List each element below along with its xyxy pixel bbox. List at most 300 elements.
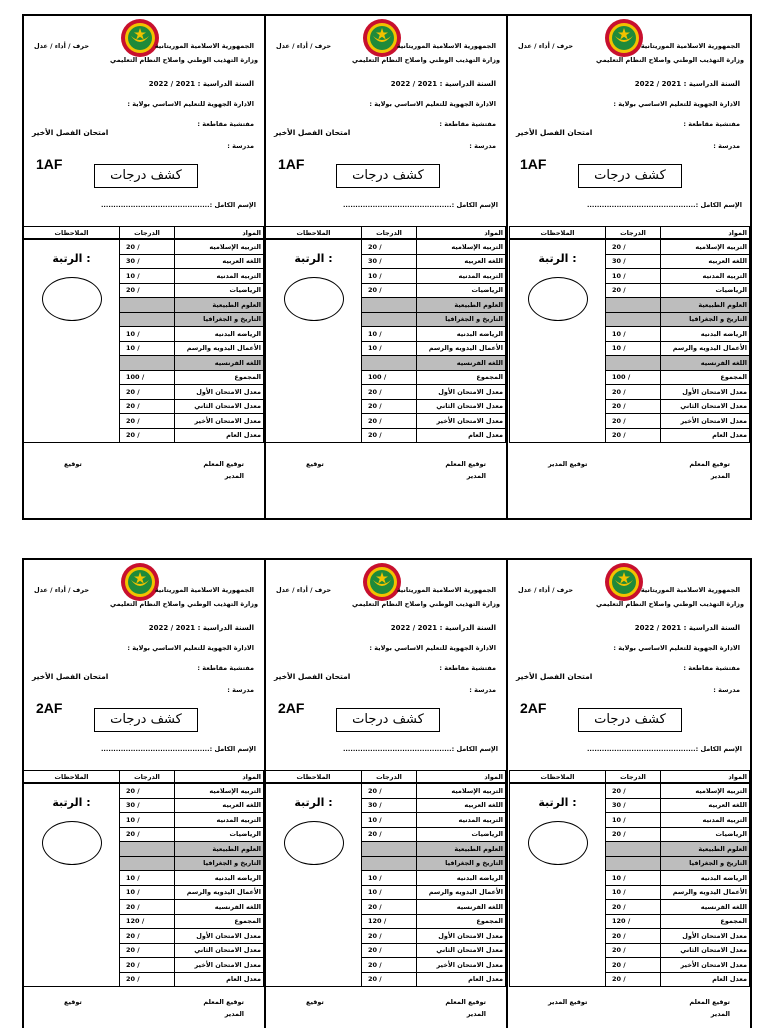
subject-name: معدل الامتحان الثاني	[175, 399, 264, 414]
subject-name: معدل الامتحان الأول	[175, 929, 264, 944]
grades-header-row	[266, 227, 506, 240]
letters-label: حرف / أداء / عدل	[34, 586, 90, 594]
subject-name: معدل العام	[661, 428, 750, 443]
director-label: المدير	[224, 472, 244, 480]
subject-max-score: 20 /	[606, 239, 661, 254]
subject-max-score: 20 /	[120, 827, 175, 842]
subject-name: المجموع	[175, 370, 264, 385]
subject-name: معدل العام	[175, 428, 264, 443]
subject-max-score: 20 /	[120, 399, 175, 414]
rank-label: : الرتبة	[294, 796, 333, 809]
notes-cell	[266, 239, 362, 443]
subject-name: الرياضه البدنيه	[175, 871, 264, 886]
subject-name: التاريخ و الجغرافيا	[175, 312, 264, 327]
subject-name: الأعمال اليدويه والرسم	[417, 885, 506, 900]
subject-name: الرياضيات	[417, 283, 506, 298]
subject-max-score: 20 /	[120, 428, 175, 443]
subject-name: معدل الامتحان الثاني	[417, 399, 506, 414]
subject-max-score: 20 /	[120, 239, 175, 254]
school-label: مدرسة :	[227, 686, 254, 694]
ministry-label: وزارة التهذيب الوطني واصلاح النظام التعليمي	[596, 56, 744, 64]
subject-name: اللغه الفرنسيه	[661, 356, 750, 371]
subject-max-score: 20 /	[120, 958, 175, 973]
subject-max-score: 20 /	[606, 428, 661, 443]
director-label: المدير	[466, 472, 486, 480]
subject-max-score: 10 /	[120, 871, 175, 886]
subject-max-score: 20 /	[362, 428, 417, 443]
exam-title: امتحان الفصل الأخير	[516, 672, 593, 681]
subject-max-score: 20 /	[606, 929, 661, 944]
subject-name: اللغه العربيه	[661, 798, 750, 813]
subject-name: التربيه الإسلاميه	[417, 783, 506, 798]
report-title: كشف درجات	[94, 708, 198, 732]
muqataa-label: مفتشية مقاطعة :	[197, 664, 254, 672]
school-year-label: السنة الدراسية : 2021 / 2022	[634, 80, 740, 88]
subject-name: اللغه العربيه	[175, 798, 264, 813]
subject-column-header: المواد	[661, 227, 750, 240]
national-emblem-icon	[120, 562, 160, 602]
level-label: 2AF	[36, 700, 63, 716]
signature-label: توقيع	[64, 460, 82, 468]
subject-max-score: 10 /	[362, 341, 417, 356]
letters-label: حرف / أداء / عدل	[276, 42, 332, 50]
subject-name: العلوم الطبيعية	[175, 842, 264, 857]
subject-max-score: 20 /	[362, 929, 417, 944]
signature-label: توقيع المدير	[548, 460, 588, 468]
subject-max-score	[120, 856, 175, 871]
subject-max-score: 20 /	[120, 283, 175, 298]
subject-name: معدل الامتحان الثاني	[175, 943, 264, 958]
top-cards-row	[22, 14, 752, 520]
subject-name: التربيه الإسلاميه	[417, 239, 506, 254]
republic-label: الجمهورية الاسلامية الموريتانية	[396, 586, 496, 594]
national-emblem-icon	[362, 18, 402, 58]
subject-name: الرياضيات	[661, 283, 750, 298]
national-emblem-icon	[362, 562, 402, 602]
signature-label: توقيع	[64, 998, 82, 1006]
director-label: المدير	[224, 1010, 244, 1018]
directorate-label: الادارة الجهوية للتعليم الاساسي بولاية :	[127, 644, 254, 652]
teacher-signature-label: توقيع المعلم	[203, 998, 244, 1006]
subject-max-score	[362, 312, 417, 327]
subject-max-score: 10 /	[362, 269, 417, 284]
report-title: كشف درجات	[336, 164, 440, 188]
subject-column-header: المواد	[417, 227, 506, 240]
subject-max-score: 30 /	[362, 798, 417, 813]
subject-name: معدل الامتحان الأول	[175, 385, 264, 400]
subject-name: العلوم الطبيعية	[417, 298, 506, 313]
ministry-label: وزارة التهذيب الوطني واصلاح النظام التعليمي	[110, 600, 258, 608]
notes-cell	[24, 783, 120, 987]
subject-name: التربيه الإسلاميه	[175, 239, 264, 254]
subject-name: العلوم الطبيعية	[661, 298, 750, 313]
ministry-label: وزارة التهذيب الوطني واصلاح النظام التعليمي	[110, 56, 258, 64]
grades-table	[265, 226, 506, 443]
report-card	[24, 16, 266, 518]
subject-max-score: 20 /	[120, 943, 175, 958]
rank-label: : الرتبة	[538, 252, 577, 265]
subject-max-score: 10 /	[362, 813, 417, 828]
subject-max-score: 20 /	[362, 783, 417, 798]
teacher-signature-label: توقيع المعلم	[445, 998, 486, 1006]
teacher-signature-label: توقيع المعلم	[689, 998, 730, 1006]
letters-label: حرف / أداء / عدل	[34, 42, 90, 50]
stamp-circle	[528, 277, 588, 321]
subject-row	[510, 239, 750, 254]
subject-max-score	[362, 356, 417, 371]
subject-name: التاريخ و الجغرافيا	[661, 856, 750, 871]
subject-column-header: المواد	[417, 771, 506, 784]
muqataa-label: مفتشية مقاطعة :	[439, 120, 496, 128]
subject-max-score: 20 /	[362, 399, 417, 414]
republic-label: الجمهورية الاسلامية الموريتانية	[640, 586, 740, 594]
rank-label: : الرتبة	[52, 796, 91, 809]
subject-max-score: 20 /	[362, 943, 417, 958]
stamp-circle	[284, 821, 344, 865]
grades-table	[265, 770, 506, 987]
subject-name: الرياضه البدنيه	[661, 327, 750, 342]
subject-name: اللغه العربيه	[417, 798, 506, 813]
signature-label: توقيع	[306, 460, 324, 468]
school-year-label: السنة الدراسية : 2021 / 2022	[148, 624, 254, 632]
full-name-field: الإسم الكامل :............................................	[342, 745, 498, 753]
notes-cell	[510, 239, 606, 443]
subject-max-score: 20 /	[120, 385, 175, 400]
report-card	[266, 16, 508, 518]
subject-max-score	[362, 856, 417, 871]
subject-max-score: 100 /	[362, 370, 417, 385]
teacher-signature-label: توقيع المعلم	[689, 460, 730, 468]
subject-max-score: 20 /	[120, 900, 175, 915]
republic-label: الجمهورية الاسلامية الموريتانية	[154, 42, 254, 50]
directorate-label: الادارة الجهوية للتعليم الاساسي بولاية :	[613, 644, 740, 652]
subject-name: العلوم الطبيعية	[417, 842, 506, 857]
notes-column-header: الملاحظات	[24, 771, 120, 784]
school-year-label: السنة الدراسية : 2021 / 2022	[390, 624, 496, 632]
subject-name: معدل العام	[661, 972, 750, 987]
report-card	[508, 560, 750, 1028]
subject-column-header: المواد	[175, 227, 264, 240]
subject-name: المجموع	[661, 914, 750, 929]
subject-name: معدل الامتحان الأول	[417, 385, 506, 400]
school-label: مدرسة :	[227, 142, 254, 150]
subject-max-score: 10 /	[606, 813, 661, 828]
subject-max-score: 10 /	[120, 327, 175, 342]
subject-name: معدل الامتحان الأخير	[417, 414, 506, 429]
subject-max-score: 20 /	[120, 783, 175, 798]
notes-column-header: الملاحظات	[266, 227, 362, 240]
national-emblem-icon	[604, 562, 644, 602]
subject-row	[266, 239, 506, 254]
exam-title: امتحان الفصل الأخير	[274, 128, 351, 137]
level-label: 2AF	[278, 700, 305, 716]
subject-max-score: 100 /	[120, 370, 175, 385]
subject-name: التربيه المدنيه	[661, 269, 750, 284]
exam-title: امتحان الفصل الأخير	[274, 672, 351, 681]
subject-name: معدل الامتحان الثاني	[661, 399, 750, 414]
subject-max-score: 20 /	[606, 958, 661, 973]
subject-max-score: 10 /	[362, 327, 417, 342]
subject-max-score: 10 /	[606, 885, 661, 900]
subject-name: العلوم الطبيعية	[661, 842, 750, 857]
exam-title: امتحان الفصل الأخير	[32, 128, 109, 137]
letters-label: حرف / أداء / عدل	[518, 586, 574, 594]
subject-name: التربيه الإسلاميه	[661, 239, 750, 254]
stamp-circle	[42, 277, 102, 321]
subject-name: الأعمال اليدويه والرسم	[661, 341, 750, 356]
ministry-label: وزارة التهذيب الوطني واصلاح النظام التعليمي	[596, 600, 744, 608]
notes-cell	[510, 783, 606, 987]
muqataa-label: مفتشية مقاطعة :	[439, 664, 496, 672]
directorate-label: الادارة الجهوية للتعليم الاساسي بولاية :	[613, 100, 740, 108]
subject-max-score: 20 /	[606, 283, 661, 298]
subject-max-score: 10 /	[120, 341, 175, 356]
subject-name: الأعمال اليدويه والرسم	[175, 341, 264, 356]
notes-cell	[266, 783, 362, 987]
subject-name: معدل الامتحان الأول	[417, 929, 506, 944]
grades-header-row	[510, 771, 750, 784]
subject-name: التاريخ و الجغرافيا	[417, 856, 506, 871]
subject-max-score	[362, 842, 417, 857]
subject-max-score	[120, 842, 175, 857]
letters-label: حرف / أداء / عدل	[518, 42, 574, 50]
national-emblem-icon	[120, 18, 160, 58]
subject-max-score: 20 /	[362, 827, 417, 842]
score-column-header: الدرجات	[362, 227, 417, 240]
letters-label: حرف / أداء / عدل	[276, 586, 332, 594]
subject-max-score: 10 /	[120, 885, 175, 900]
level-label: 1AF	[278, 156, 305, 172]
report-title: كشف درجات	[94, 164, 198, 188]
ministry-label: وزارة التهذيب الوطني واصلاح النظام التعليمي	[352, 56, 500, 64]
subject-max-score: 20 /	[362, 414, 417, 429]
rank-label: : الرتبة	[52, 252, 91, 265]
subject-row	[510, 783, 750, 798]
subject-max-score: 20 /	[120, 929, 175, 944]
subject-max-score	[606, 842, 661, 857]
subject-max-score: 20 /	[606, 900, 661, 915]
subject-max-score	[120, 312, 175, 327]
subject-name: اللغه الفرنسيه	[417, 356, 506, 371]
directorate-label: الادارة الجهوية للتعليم الاساسي بولاية :	[369, 644, 496, 652]
score-column-header: الدرجات	[606, 771, 661, 784]
republic-label: الجمهورية الاسلامية الموريتانية	[640, 42, 740, 50]
notes-column-header: الملاحظات	[510, 771, 606, 784]
subject-name: المجموع	[417, 370, 506, 385]
director-label: المدير	[710, 472, 730, 480]
subject-max-score: 10 /	[606, 269, 661, 284]
signature-label: توقيع	[306, 998, 324, 1006]
rank-label: : الرتبة	[294, 252, 333, 265]
grades-table	[23, 770, 264, 987]
score-column-header: الدرجات	[120, 227, 175, 240]
rank-label: : الرتبة	[538, 796, 577, 809]
subject-max-score: 20 /	[120, 414, 175, 429]
subject-name: العلوم الطبيعية	[175, 298, 264, 313]
school-year-label: السنة الدراسية : 2021 / 2022	[634, 624, 740, 632]
school-label: مدرسة :	[469, 686, 496, 694]
subject-name: معدل الامتحان الأخير	[417, 958, 506, 973]
ministry-label: وزارة التهذيب الوطني واصلاح النظام التعليمي	[352, 600, 500, 608]
subject-name: معدل الامتحان الثاني	[417, 943, 506, 958]
subject-max-score	[606, 356, 661, 371]
subject-max-score: 20 /	[606, 385, 661, 400]
notes-cell	[24, 239, 120, 443]
full-name-field: الإسم الكامل :............................................	[586, 745, 742, 753]
subject-name: معدل العام	[175, 972, 264, 987]
subject-max-score: 20 /	[362, 239, 417, 254]
score-column-header: الدرجات	[606, 227, 661, 240]
directorate-label: الادارة الجهوية للتعليم الاساسي بولاية :	[127, 100, 254, 108]
subject-max-score	[120, 356, 175, 371]
subject-max-score	[606, 298, 661, 313]
subject-name: التربيه الإسلاميه	[175, 783, 264, 798]
subject-max-score: 20 /	[362, 958, 417, 973]
subject-max-score: 20 /	[606, 827, 661, 842]
director-label: المدير	[710, 1010, 730, 1018]
teacher-signature-label: توقيع المعلم	[203, 460, 244, 468]
subject-name: الرياضه البدنيه	[661, 871, 750, 886]
subject-name: التربيه المدنيه	[417, 269, 506, 284]
level-label: 1AF	[520, 156, 547, 172]
muqataa-label: مفتشية مقاطعة :	[197, 120, 254, 128]
subject-max-score: 10 /	[606, 341, 661, 356]
subject-name: معدل الامتحان الأخير	[661, 958, 750, 973]
subject-name: التربيه المدنيه	[175, 269, 264, 284]
subject-max-score: 10 /	[120, 269, 175, 284]
full-name-field: الإسم الكامل :............................................	[586, 201, 742, 209]
subject-max-score: 20 /	[362, 385, 417, 400]
subject-max-score: 30 /	[606, 254, 661, 269]
subject-name: اللغه الفرنسيه	[661, 900, 750, 915]
exam-title: امتحان الفصل الأخير	[32, 672, 109, 681]
notes-column-header: الملاحظات	[266, 771, 362, 784]
subject-name: المجموع	[661, 370, 750, 385]
subject-name: معدل الامتحان الأول	[661, 385, 750, 400]
subject-name: التربيه المدنيه	[417, 813, 506, 828]
subject-max-score: 20 /	[362, 972, 417, 987]
subject-name: معدل الامتحان الثاني	[661, 943, 750, 958]
subject-max-score: 20 /	[606, 943, 661, 958]
grades-header-row	[510, 227, 750, 240]
subject-name: الرياضه البدنيه	[175, 327, 264, 342]
notes-column-header: الملاحظات	[510, 227, 606, 240]
subject-name: الرياضه البدنيه	[417, 871, 506, 886]
subject-max-score: 20 /	[362, 900, 417, 915]
teacher-signature-label: توقيع المعلم	[445, 460, 486, 468]
director-label: المدير	[466, 1010, 486, 1018]
school-year-label: السنة الدراسية : 2021 / 2022	[148, 80, 254, 88]
report-card	[508, 16, 750, 518]
subject-name: التاريخ و الجغرافيا	[175, 856, 264, 871]
subject-row	[24, 239, 264, 254]
subject-max-score: 20 /	[606, 783, 661, 798]
subject-max-score: 100 /	[606, 370, 661, 385]
subject-name: التربيه المدنيه	[175, 813, 264, 828]
grades-table	[23, 226, 264, 443]
notes-column-header: الملاحظات	[24, 227, 120, 240]
school-label: مدرسة :	[713, 142, 740, 150]
report-title: كشف درجات	[336, 708, 440, 732]
subject-name: معدل الامتحان الأخير	[175, 414, 264, 429]
subject-max-score: 30 /	[362, 254, 417, 269]
report-card	[266, 560, 508, 1028]
subject-row	[266, 783, 506, 798]
republic-label: الجمهورية الاسلامية الموريتانية	[154, 586, 254, 594]
subject-name: الأعمال اليدويه والرسم	[661, 885, 750, 900]
subject-max-score: 120 /	[606, 914, 661, 929]
grades-header-row	[24, 771, 264, 784]
subject-max-score: 20 /	[606, 972, 661, 987]
directorate-label: الادارة الجهوية للتعليم الاساسي بولاية :	[369, 100, 496, 108]
subject-name: الرياضيات	[417, 827, 506, 842]
subject-name: الرياضيات	[661, 827, 750, 842]
subject-max-score: 30 /	[606, 798, 661, 813]
subject-name: التاريخ و الجغرافيا	[661, 312, 750, 327]
subject-name: معدل العام	[417, 972, 506, 987]
subject-max-score: 30 /	[120, 798, 175, 813]
subject-max-score: 120 /	[120, 914, 175, 929]
score-column-header: الدرجات	[120, 771, 175, 784]
muqataa-label: مفتشية مقاطعة :	[683, 120, 740, 128]
subject-max-score: 10 /	[606, 327, 661, 342]
grades-table	[509, 770, 750, 987]
subject-name: الأعمال اليدويه والرسم	[417, 341, 506, 356]
subject-name: التربيه الإسلاميه	[661, 783, 750, 798]
subject-max-score: 10 /	[362, 871, 417, 886]
subject-name: الرياضيات	[175, 283, 264, 298]
subject-name: الأعمال اليدويه والرسم	[175, 885, 264, 900]
subject-column-header: المواد	[175, 771, 264, 784]
subject-name: التاريخ و الجغرافيا	[417, 312, 506, 327]
school-label: مدرسة :	[469, 142, 496, 150]
muqataa-label: مفتشية مقاطعة :	[683, 664, 740, 672]
subject-name: معدل الامتحان الأخير	[661, 414, 750, 429]
report-title: كشف درجات	[578, 164, 682, 188]
level-label: 2AF	[520, 700, 547, 716]
subject-name: اللغه الفرنسيه	[417, 900, 506, 915]
subject-name: معدل الامتحان الأخير	[175, 958, 264, 973]
subject-name: اللغه الفرنسيه	[175, 900, 264, 915]
report-card	[24, 560, 266, 1028]
national-emblem-icon	[604, 18, 644, 58]
subject-name: اللغه العربيه	[661, 254, 750, 269]
subject-name: اللغه العربيه	[175, 254, 264, 269]
subject-max-score	[606, 312, 661, 327]
full-name-field: الإسم الكامل :............................................	[342, 201, 498, 209]
subject-max-score: 20 /	[606, 414, 661, 429]
subject-name: الرياضيات	[175, 827, 264, 842]
exam-title: امتحان الفصل الأخير	[516, 128, 593, 137]
subject-name: معدل الامتحان الأول	[661, 929, 750, 944]
grades-header-row	[24, 227, 264, 240]
subject-max-score: 10 /	[120, 813, 175, 828]
subject-name: اللغه العربيه	[417, 254, 506, 269]
subject-max-score: 20 /	[362, 283, 417, 298]
signature-label: توقيع المدير	[548, 998, 588, 1006]
grades-header-row	[266, 771, 506, 784]
stamp-circle	[42, 821, 102, 865]
subject-max-score: 10 /	[606, 871, 661, 886]
stamp-circle	[284, 277, 344, 321]
bottom-cards-row	[22, 558, 752, 1028]
subject-max-score: 30 /	[120, 254, 175, 269]
subject-name: المجموع	[175, 914, 264, 929]
subject-max-score: 20 /	[606, 399, 661, 414]
school-year-label: السنة الدراسية : 2021 / 2022	[390, 80, 496, 88]
republic-label: الجمهورية الاسلامية الموريتانية	[396, 42, 496, 50]
subject-max-score	[362, 298, 417, 313]
